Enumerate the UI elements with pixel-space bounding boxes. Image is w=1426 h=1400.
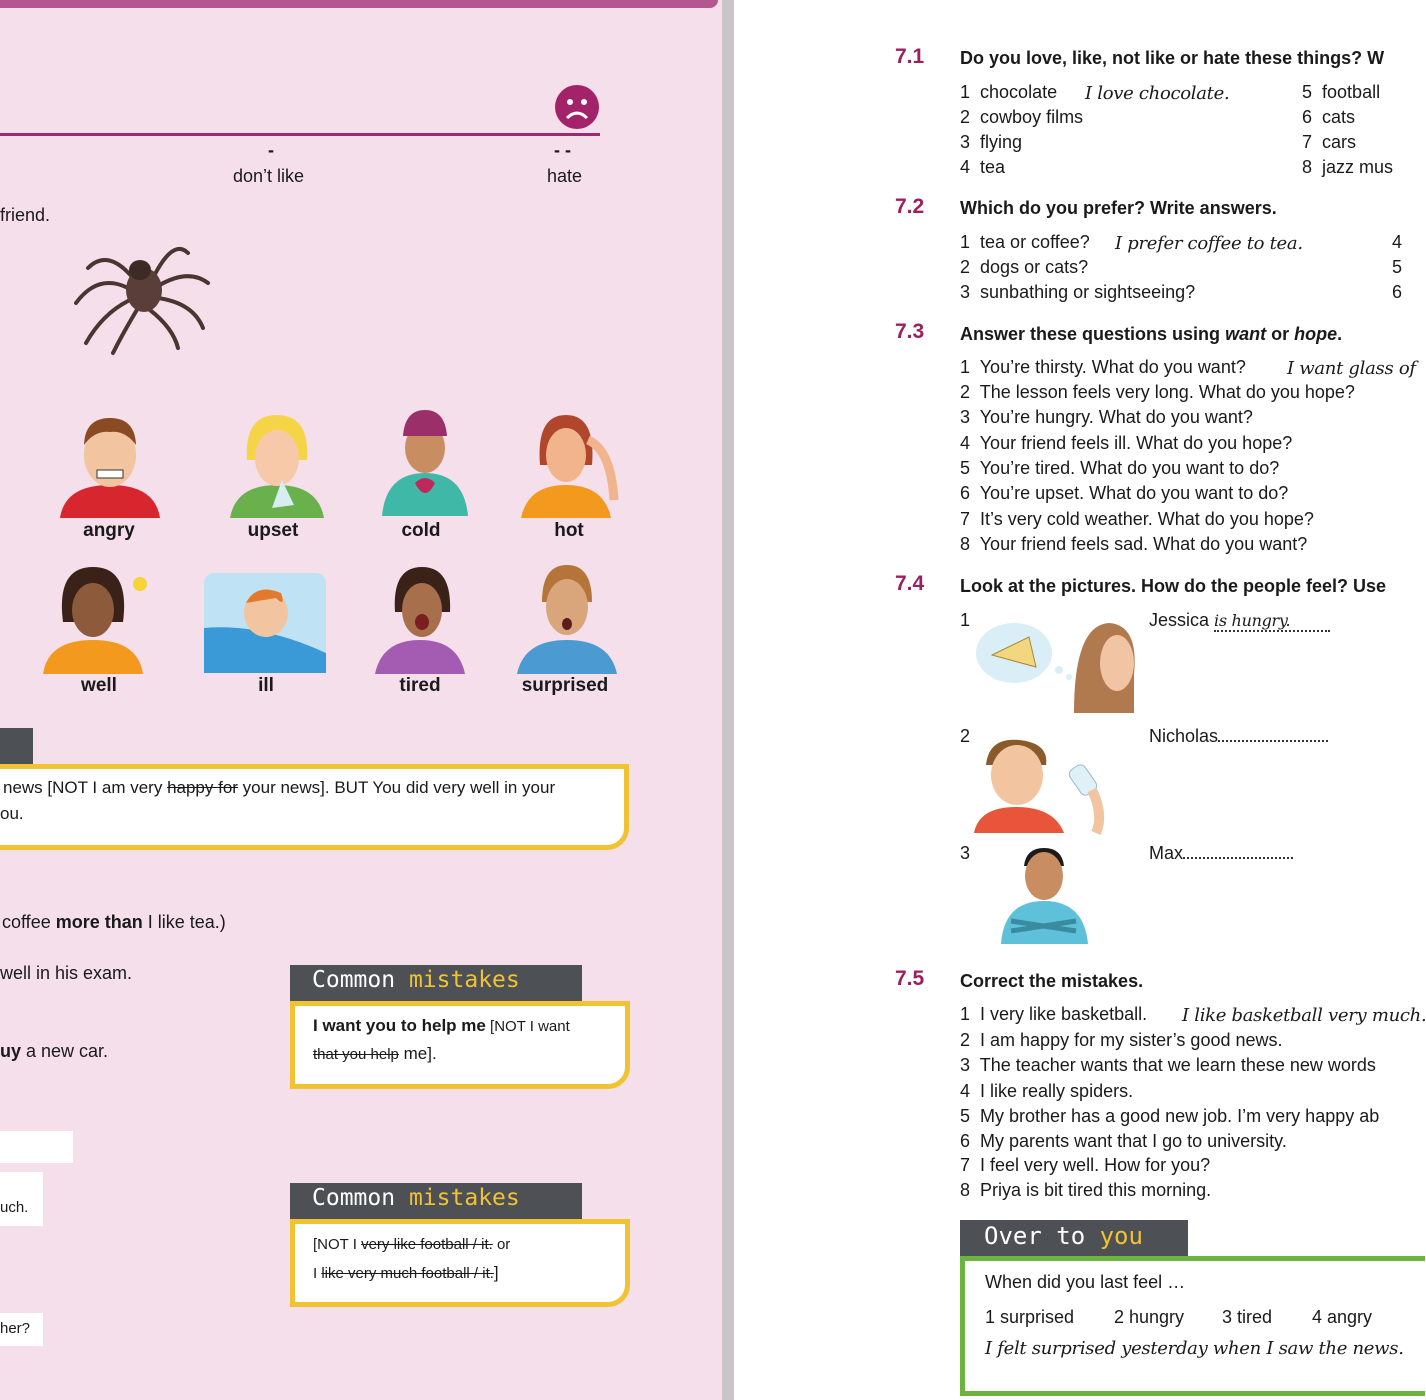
list-item: 7 It’s very cold weather. What do you hope? xyxy=(960,509,1314,529)
hate-mark: - - xyxy=(554,140,571,160)
prefer-example: coffee more than I like tea.) xyxy=(2,912,226,932)
feeling-label: well xyxy=(81,675,117,696)
usage-note-line2: ou. xyxy=(0,804,24,823)
list-item: 1 tea or coffee? xyxy=(960,232,1090,252)
exercise-number: 7.4 xyxy=(895,572,925,595)
list-item: 4 Your friend feels ill. What do you hope? xyxy=(960,433,1293,453)
list-item: 4 tea xyxy=(960,157,1006,177)
handwritten-answer: I prefer coffee to tea. xyxy=(1115,233,1303,254)
list-item: 1 chocolate xyxy=(960,82,1058,102)
dont-like-label: don’t like xyxy=(233,166,305,186)
cold-person-illustration xyxy=(370,408,480,518)
over-to-you-tab: Over to you xyxy=(960,1220,1188,1256)
list-item: 2 cowboy films xyxy=(960,107,1084,127)
list-item: 7 cars xyxy=(1302,132,1357,152)
list-item: 5 You’re tired. What do you want to do? xyxy=(960,458,1280,478)
exercise-heading: Which do you prefer? Write answers. xyxy=(960,198,1277,218)
hot-person-illustration xyxy=(516,410,626,520)
page-gutter xyxy=(722,0,734,1400)
list-item: 6 cats xyxy=(1302,107,1356,127)
over-to-you-option: 4 angry xyxy=(1312,1307,1373,1327)
common-mistake-1-line2: that you help me]. xyxy=(313,1044,437,1063)
list-item: 6 My parents want that I go to university. xyxy=(960,1131,1287,1151)
dont-like-mark: - xyxy=(268,140,274,160)
exercise-heading: Correct the mistakes. xyxy=(960,971,1144,991)
ill-person-illustration xyxy=(201,568,331,678)
list-item: 3 You’re hungry. What do you want? xyxy=(960,407,1253,427)
common-mistakes-tab: Common mistakes xyxy=(290,965,582,1001)
surprised-person-illustration xyxy=(512,562,622,677)
handwritten-answer: I want glass of xyxy=(1287,358,1416,379)
list-item: 8 jazz mus xyxy=(1302,157,1394,177)
list-item: 4 I like really spiders. xyxy=(960,1081,1134,1101)
feeling-label: upset xyxy=(247,520,299,541)
picture-answer-line: Jessica is hungry. xyxy=(1149,610,1330,631)
sad-face-icon xyxy=(555,85,599,129)
list-item: 3 flying xyxy=(960,132,1023,152)
exercise-heading: Answer these questions using want or hope. xyxy=(960,324,1343,344)
right-page xyxy=(734,0,1426,1400)
list-item: 1 You’re thirsty. What do you want? xyxy=(960,357,1246,377)
feeling-label: ill xyxy=(258,675,274,696)
over-to-you-option: 3 tired xyxy=(1222,1307,1273,1327)
list-number: 3 xyxy=(960,843,971,863)
exercise-heading: Look at the pictures. How do the people feel? Use xyxy=(960,576,1387,596)
jessica-hungry-illustration xyxy=(974,615,1144,715)
friend-text: friend. xyxy=(0,205,51,225)
over-to-you-option: 2 hungry xyxy=(1114,1307,1185,1327)
buy-car-example: uy a new car. xyxy=(0,1041,109,1061)
upset-person-illustration xyxy=(222,410,332,520)
feeling-label: angry xyxy=(83,520,135,541)
handwritten-answer: I like basketball very much. xyxy=(1182,1005,1426,1026)
exercise-number: 7.2 xyxy=(895,195,925,218)
feeling-label: cold xyxy=(401,520,441,541)
list-item: 5 football xyxy=(1302,82,1381,102)
exercise-number: 7.3 xyxy=(895,320,925,343)
list-item: 7 I feel very well. How for you? xyxy=(960,1155,1211,1175)
list-item: 2 The lesson feels very long. What do you hope? xyxy=(960,382,1355,402)
common-mistake-1-line1: I want you to help me [NOT I want xyxy=(313,1016,570,1035)
common-mistake-2-line1: [NOT I very like football / it. or xyxy=(313,1236,511,1253)
over-to-you-prompt: When did you last feel … xyxy=(985,1272,1186,1292)
like-scale-line xyxy=(0,133,600,136)
list-item: 1 I very like basketball. xyxy=(960,1004,1148,1024)
over-to-you-option: 1 surprised xyxy=(985,1307,1075,1327)
exercise-number: 7.5 xyxy=(895,967,925,990)
list-item: 3 sunbathing or sightseeing? xyxy=(960,282,1196,302)
handwritten-answer: I love chocolate. xyxy=(1085,83,1230,104)
list-item: 3 The teacher wants that we learn these new words xyxy=(960,1055,1376,1075)
list-item: 5 My brother has a good new job. I’m very happy ab xyxy=(960,1106,1380,1126)
list-number: 1 xyxy=(960,610,971,630)
feeling-label: hot xyxy=(554,520,584,541)
nicholas-thirsty-illustration xyxy=(974,735,1134,835)
list-item: 8 Priya is bit tired this morning. xyxy=(960,1180,1212,1200)
box-tab xyxy=(0,728,33,764)
usage-note-line1: news [NOT I am very happy for your news]. BUT You did very well in your xyxy=(3,778,556,797)
tired-person-illustration xyxy=(370,562,480,677)
much-fragment: uch. xyxy=(0,1199,29,1216)
max-cold-illustration xyxy=(996,846,1106,946)
list-item: 2 dogs or cats? xyxy=(960,257,1089,277)
picture-answer-line: Max xyxy=(1149,843,1293,864)
feeling-label: surprised xyxy=(521,675,609,696)
exercise-heading: Do you love, like, not like or hate these things? W xyxy=(960,48,1385,68)
hate-label: hate xyxy=(547,166,583,186)
common-mistakes-tab: Common mistakes xyxy=(290,1183,582,1219)
list-item: 8 Your friend feels sad. What do you want? xyxy=(960,534,1308,554)
well-person-illustration xyxy=(38,562,168,677)
answer-strip xyxy=(0,1131,73,1163)
spider-illustration xyxy=(68,228,218,358)
usage-note-box xyxy=(0,764,629,850)
feeling-label: tired xyxy=(399,675,441,696)
list-number: 6 xyxy=(1392,282,1403,302)
list-item: 6 You’re upset. What do you want to do? xyxy=(960,483,1289,503)
her-fragment: her? xyxy=(0,1320,31,1337)
list-item: 2 I am happy for my sister’s good news. xyxy=(960,1030,1283,1050)
handwritten-answer: I felt surprised yesterday when I saw the news. xyxy=(985,1338,1404,1359)
list-number: 5 xyxy=(1392,257,1403,277)
list-number: 4 xyxy=(1392,232,1403,252)
picture-answer-line: Nicholas xyxy=(1149,726,1328,747)
common-mistake-2-line2: I like very much football / it.] xyxy=(313,1263,499,1282)
angry-person-illustration xyxy=(55,410,165,520)
well-exam-example: well in his exam. xyxy=(0,963,133,983)
list-number: 2 xyxy=(960,726,971,746)
exercise-number: 7.1 xyxy=(895,45,925,68)
top-accent-bar xyxy=(0,0,718,8)
